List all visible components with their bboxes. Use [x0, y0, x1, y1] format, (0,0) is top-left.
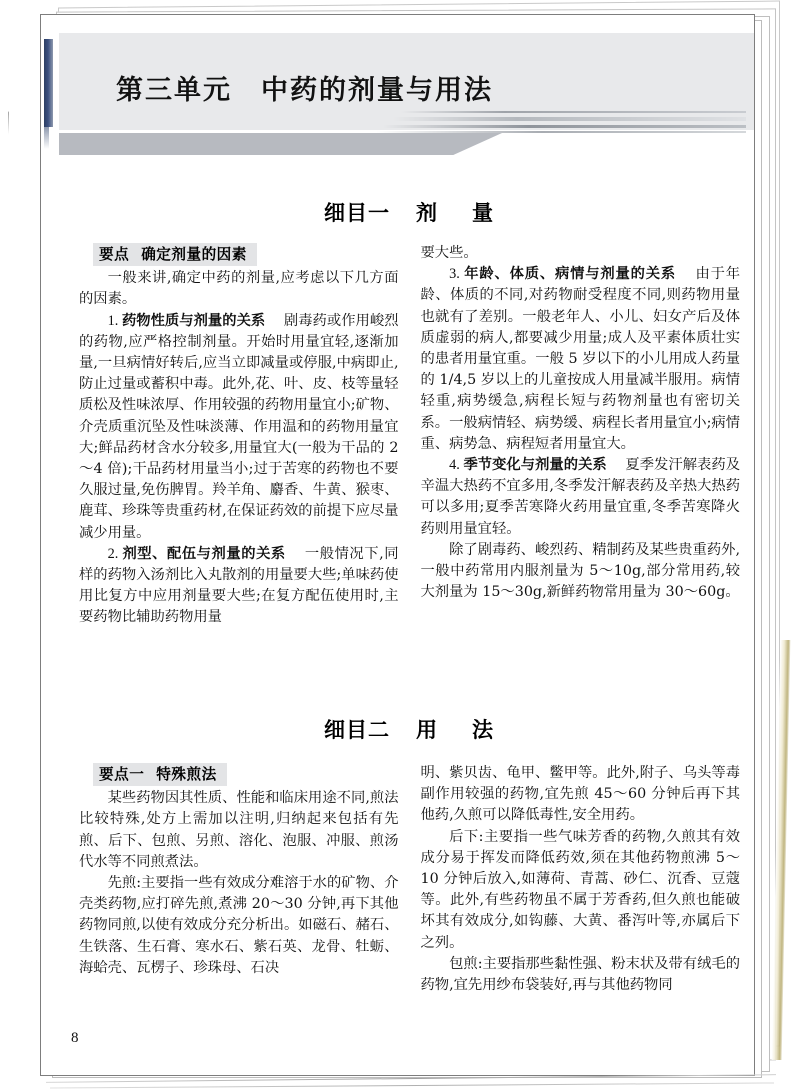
section-2-left-para-1: 某些药物因其性质、性能和临床用途不同,煎法比较特殊,处方上需加以注明,归纳起来包括有先煎、后下、包煎、另煎、溶化、泡服、冲服、煎汤代水等不同煎煮法。 — [79, 790, 399, 870]
section-2-heading-title-b: 法 — [472, 717, 494, 742]
section-1-right-para-1: 要大些。 — [420, 245, 478, 261]
page-bottom-edge-2 — [50, 1082, 774, 1088]
section-1-right-para-4: 除了剧毒药、峻烈药、精制药及某些贵重药外,一般中药常用内服剂量为 5～10g,部分常用药,较大剂量为 15～30g,新鲜药物常用量为 30～60g。 — [420, 541, 740, 601]
section-2-heading — [59, 714, 755, 744]
book-page — [40, 14, 755, 1076]
run-in-subhead: 季节变化与剂量的关系 — [463, 457, 607, 474]
chapter-subbar — [59, 133, 502, 155]
section-2-right-para-3: 包煎:主要指那些黏性强、粉末状及带有绒毛的药物,宜先用纱布袋装好,再与其他药物同 — [420, 955, 740, 994]
spine-accent-bar — [44, 39, 53, 127]
spine-accent-tail — [44, 127, 49, 149]
run-in-subhead: 年龄、体质、病情与剂量的关系 — [464, 266, 677, 283]
section-2-columns — [79, 763, 740, 996]
banner-stripe-4 — [376, 131, 746, 133]
list-number: 3. — [449, 266, 465, 283]
section-1-heading-title-a: 剂 — [416, 200, 438, 225]
section-2-right-para-1: 明、紫贝齿、龟甲、鳖甲等。此外,附子、乌头等毒副作用较强的药物,宜先煎 45～60 分钟后再下其他药,久煎可以降低毒性,安全用药。 — [420, 765, 740, 824]
section-2-heading-title-a: 用 — [416, 717, 438, 742]
section-1-keypoint-label: 要点 — [99, 246, 130, 263]
section-1-heading — [59, 197, 755, 227]
section-1-right-column — [421, 243, 741, 629]
section-1-right-para-2: 3. 年龄、体质、病情与剂量的关系 由于年龄、体质的不同,对药物耐受程度不同,则药物用量也就有了差别。一般老年人、小儿、妇女产后及体质虚弱的病人,都要减少用量;成人及平素体质壮实的患者用量宜重。一般 5 岁以下的小儿用成人药量的 1/4,5 岁以上的儿童按成人用量减半服用。病情轻重,病势缓急,病程长短与药物剂量也有密切关系。一般病情轻、病势缓、病程长者用量宜小;病情重、病势急、病程短者用量宜大。 — [420, 266, 741, 452]
section-1-left-para-3: 2. 剂型、配伍与剂量的关系 一般情况下,同样的药物入汤剂比入丸散剂的用量要大些;单味药使用比复方中应用剂量要大些;在复方配伍使用时,主要药物比辅助药物用量 — [79, 545, 399, 626]
section-2-keypoint-label: 要点一 — [99, 766, 145, 783]
section-1-left-para-2: 1. 药物性质与剂量的关系 剧毒药或作用峻烈的药物,应严格控制剂量。开始时用量宜轻,逐渐加量,一旦病情好转后,应当立即减量或停服,中病即止,防止过量或蓄积中毒。此外,花、叶、皮、枝等量轻质松及性味浓厚、作用较强的药物用量宜小;矿物、介壳质重沉坠及性味淡薄、作用温和的药物用量宜大;鲜品药材含水分较多,用量宜大(一般为干品的 2～4 倍);干品药材用量当小;过于苦寒的药物也不要久服过量,免伤脾胃。羚羊角、麝香、牛黄、猴枣、鹿茸、珍珠等贵重药材,在保证药效的前提下应尽量减少用量。 — [79, 312, 399, 541]
section-2-left-column — [79, 763, 399, 996]
section-2-keypoint-badge — [93, 763, 227, 786]
section-1-heading-title-b: 量 — [472, 200, 494, 225]
section-2-keypoint-title: 特殊煎法 — [156, 766, 217, 783]
section-2-heading-prefix: 细目二 — [324, 717, 390, 742]
list-number: 2. — [107, 545, 123, 562]
section-1-keypoint-wrap — [79, 243, 399, 267]
section-2-right-column — [421, 763, 741, 996]
section-1-heading-prefix: 细目一 — [324, 200, 390, 225]
list-number: 1. — [107, 312, 122, 329]
banner-stripe-3 — [383, 125, 746, 128]
chapter-title: 第三单元 中药的剂量与用法 — [116, 75, 493, 106]
banner-stripe-2 — [393, 117, 746, 121]
page-number: 8 — [71, 1030, 79, 1046]
list-number: 4. — [449, 457, 464, 474]
section-1-keypoint-badge — [93, 243, 257, 266]
section-1-left-column — [79, 243, 399, 629]
section-2-keypoint-wrap — [79, 763, 399, 787]
section-1-right-para-3: 4. 季节变化与剂量的关系 夏季发汗解表药及辛温大热药不宜多用,冬季发汗解表药及辛热大热药可以多用;夏季苦寒降火药用量宜重,冬季苦寒降火药则用量宜轻。 — [420, 457, 741, 537]
run-in-subhead: 药物性质与剂量的关系 — [121, 312, 266, 329]
section-2-right-para-2: 后下:主要指一些气味芳香的药物,久煎其有效成分易于挥发而降低药效,须在其他药物煎沸 5～10 分钟后放入,如薄荷、青蒿、砂仁、沉香、豆蔻等。此外,有些药物虽不属于芳香药,但久煎也能破坏其有效成分,如钩藤、大黄、番泻叶等,亦属后下之列。 — [420, 828, 740, 951]
section-1-left-para-1: 一般来讲,确定中药的剂量,应考虑以下几方面的因素。 — [79, 270, 399, 308]
run-in-subhead: 剂型、配伍与剂量的关系 — [122, 545, 286, 562]
section-2-left-para-2: 先煎:主要指一些有效成分难溶于水的矿物、介壳类药物,应打碎先煎,煮沸 20～30 分钟,再下其他药物同煎,以使有效成分充分析出。如磁石、赭石、生铁落、生石膏、寒水石、紫石英、龙骨、牡蛎、海蛤壳、瓦楞子、珍珠母、石决 — [79, 875, 399, 976]
section-1-columns — [79, 243, 740, 629]
section-1-keypoint-title: 确定剂量的因素 — [141, 246, 247, 263]
banner-stripe-1 — [401, 111, 746, 113]
